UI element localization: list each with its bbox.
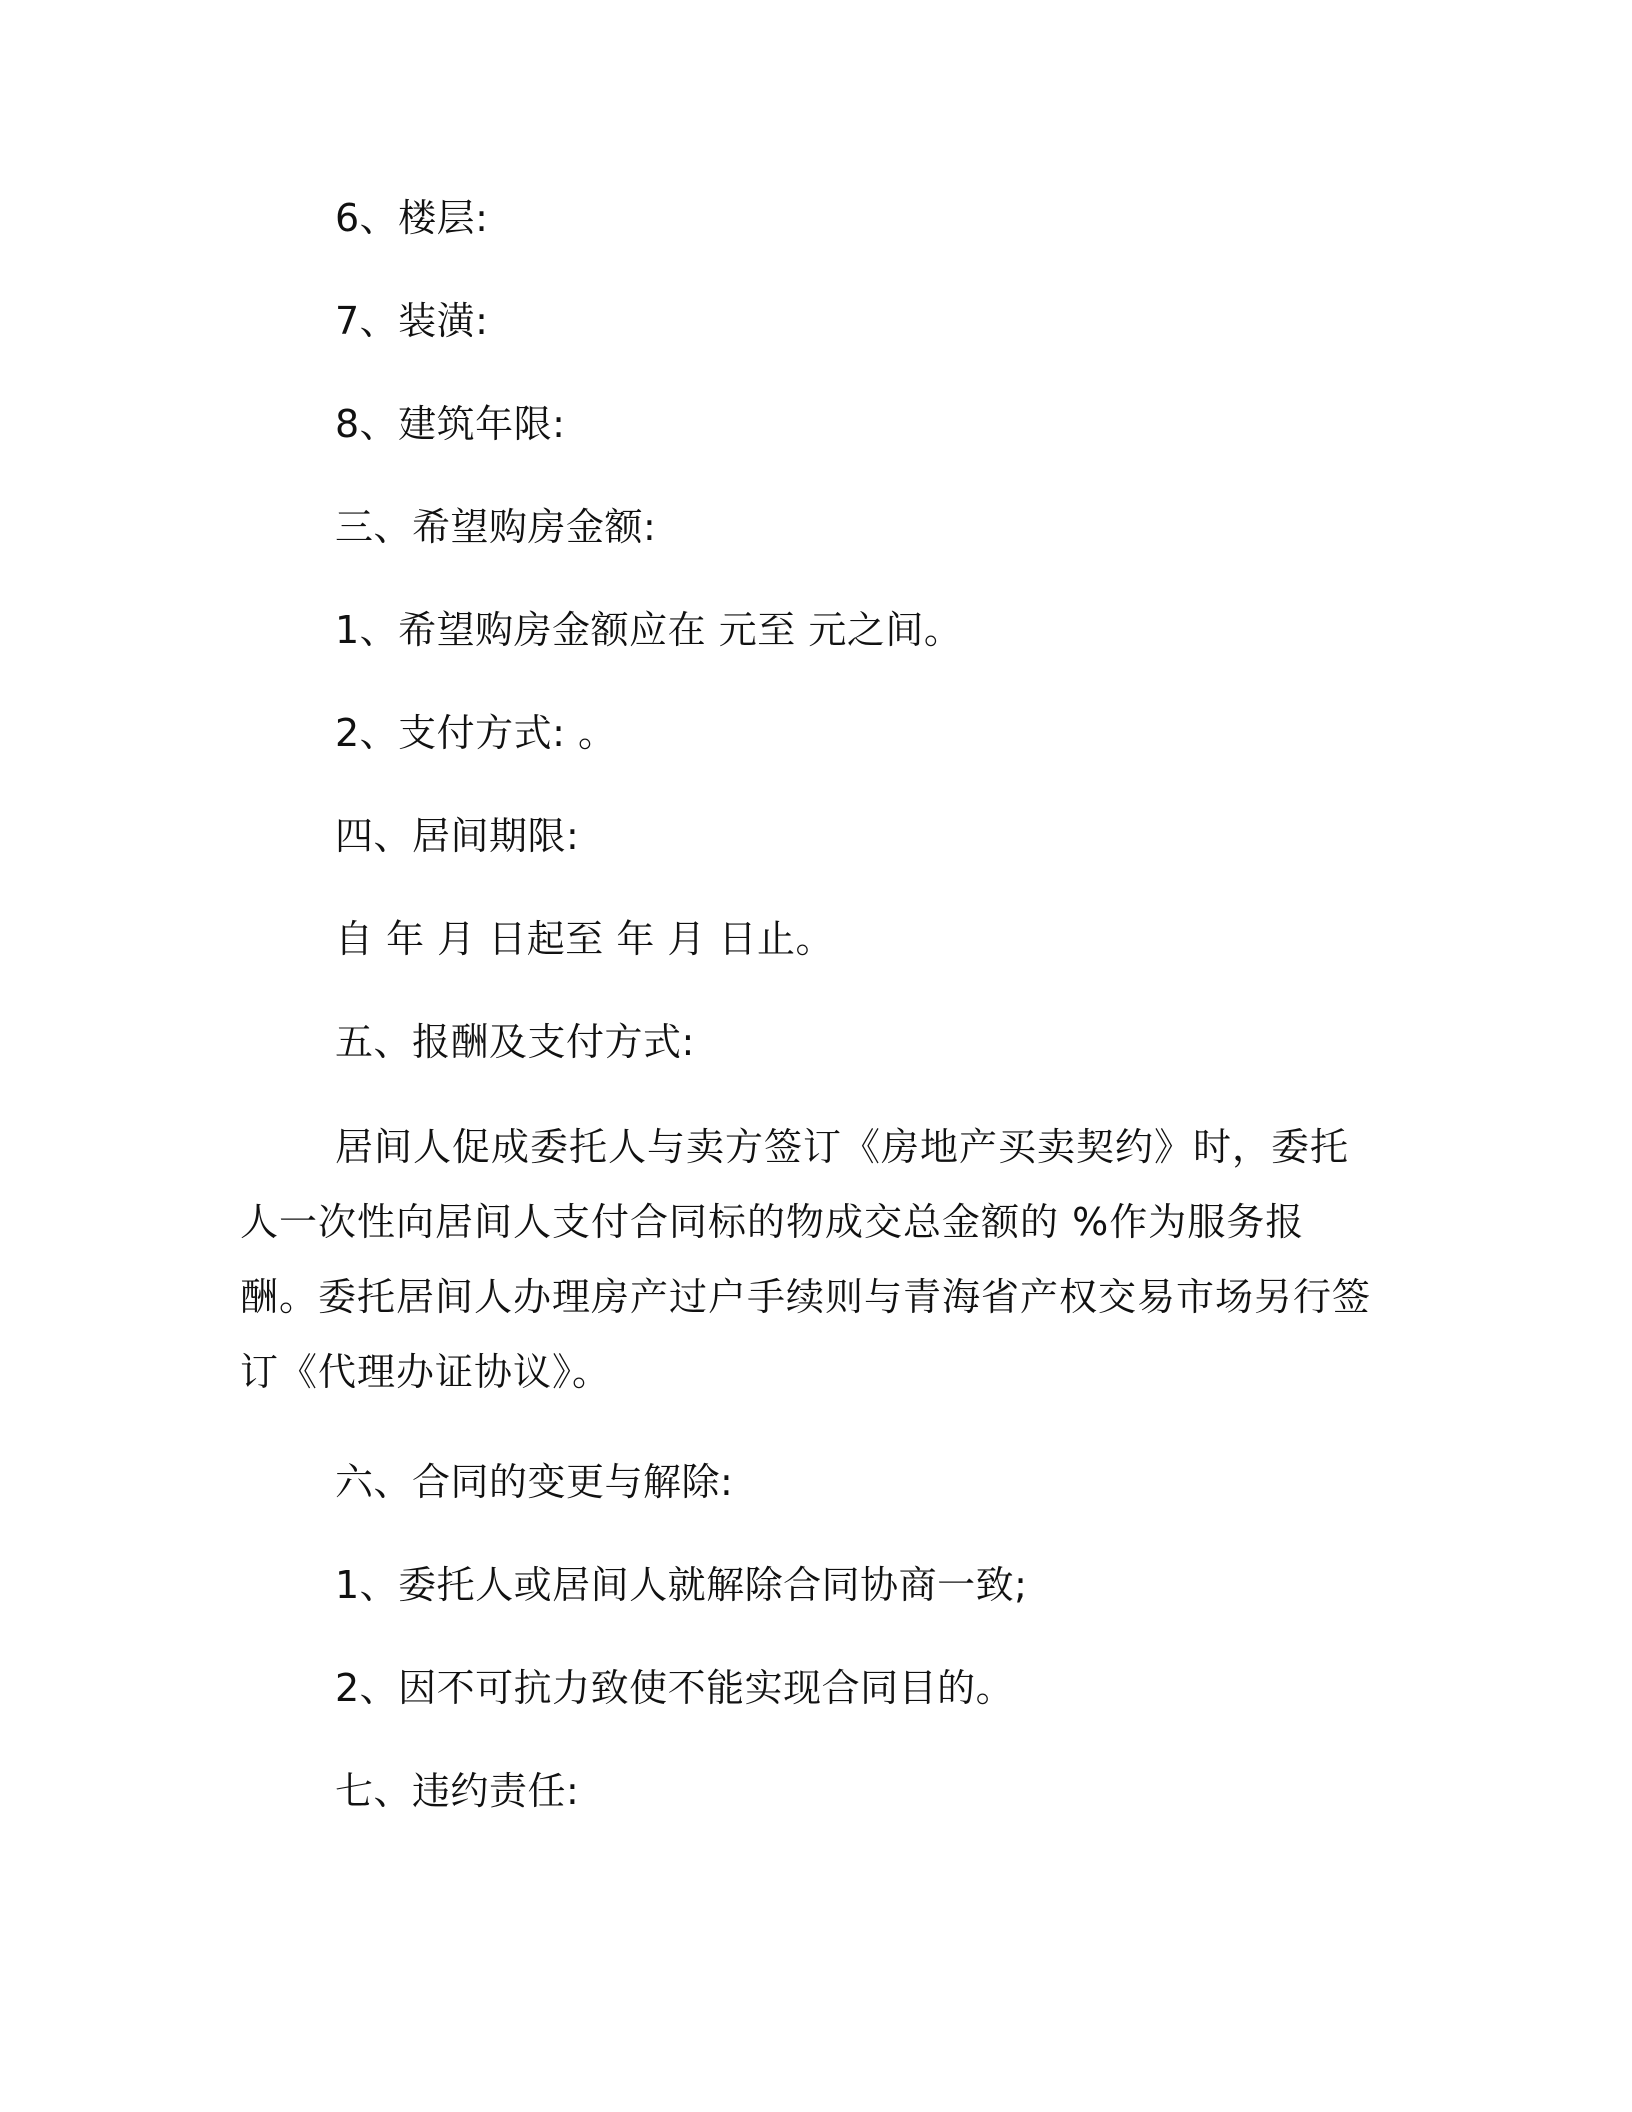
item-building-age: 8、建筑年限: — [335, 402, 566, 446]
item-termination-agreement: 1、委托人或居间人就解除合同协商一致; — [335, 1563, 1028, 1607]
section-heading-3: 三、希望购房金额: — [335, 505, 657, 549]
item-decoration: 7、装潢: — [335, 299, 489, 343]
section-heading-6: 六、合同的变更与解除: — [335, 1460, 734, 1504]
item-purchase-amount: 1、希望购房金额应在 元至 元之间。 — [335, 608, 963, 652]
remuneration-paragraph: 居间人促成委托人与卖方签订《房地产买卖契约》时，委托人一次性向居间人支付合同标的物成交总金额的 %作为服务报酬。委托居间人办理房产过户手续则与青海省产权交易市场另行签订《代理办证协议》。 — [240, 1125, 1372, 1394]
item-floor: 6、楼层: — [335, 196, 489, 240]
term-period-line: 自 年 月 日起至 年 月 日止。 — [335, 917, 834, 961]
section-heading-7: 七、违约责任: — [335, 1769, 580, 1813]
section-heading-4: 四、居间期限: — [335, 814, 580, 858]
item-force-majeure: 2、因不可抗力致使不能实现合同目的。 — [335, 1666, 1015, 1710]
item-payment-method: 2、支付方式: 。 — [335, 711, 617, 755]
section-heading-5: 五、报酬及支付方式: — [335, 1020, 695, 1064]
